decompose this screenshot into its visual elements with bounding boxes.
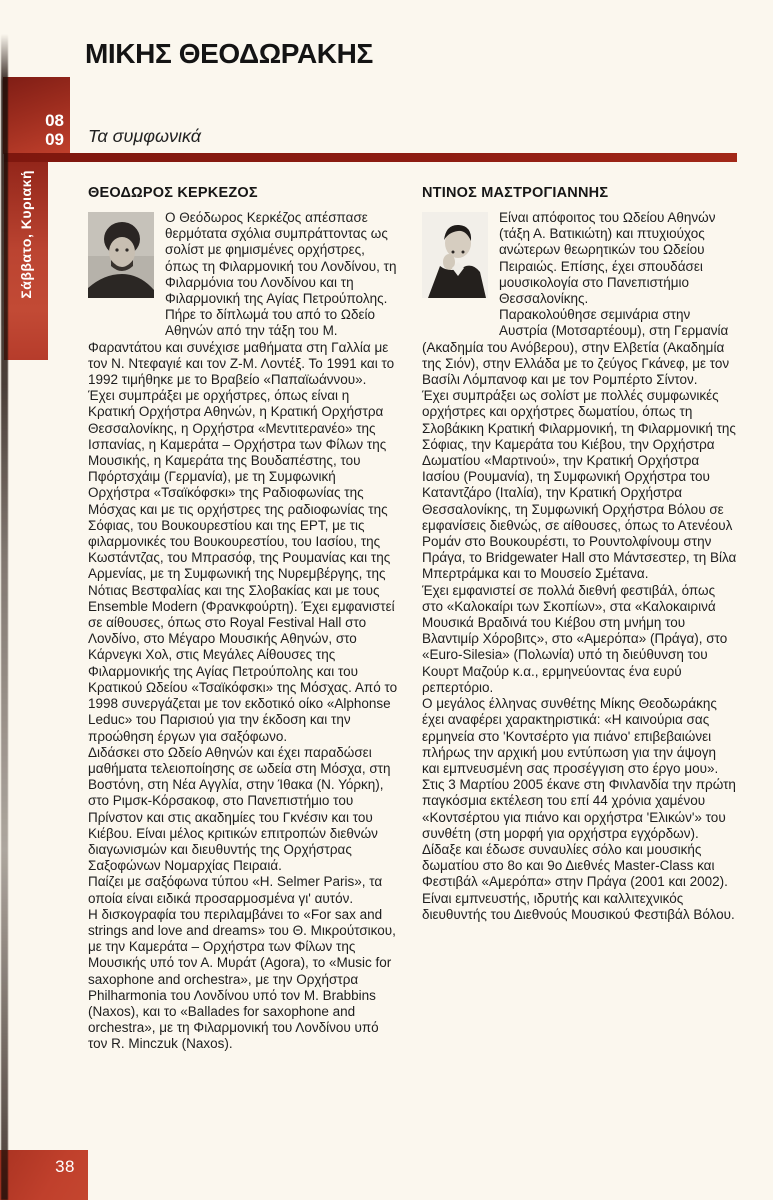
article-heading-kerkezos: ΘΕΟΔΩΡΟΣ ΚΕΡΚΕΖΟΣ	[88, 185, 258, 201]
section-subtitle: Τα συμφωνικά	[88, 126, 202, 146]
page-number: 38	[55, 1157, 75, 1176]
scan-gutter-shadow	[1, 34, 8, 1200]
edition-number-top: 08	[45, 111, 64, 130]
page-number-block	[0, 1150, 88, 1200]
paragraph: Ο Θεόδωρος Κερκέζος απέσπασε θερμότατα σχόλια συμπράττοντας ως σολίστ με φημισμένες ορχήστρες, όπως τη Φιλαρμονική του Λονδίνου, τη Φιλαρμόνια του Λονδίνου και τη Φιλαρμονική της Αγίας Πετρούπολης.	[165, 210, 397, 307]
portrait-photo-mastrogiannis	[422, 212, 488, 298]
paragraph: Είναι απόφοιτος του Ωδείου Αθηνών (τάξη Α. Βατικιώτη) και πτυχιούχος ανώτερων θεωρητικών του Ωδείου Πειραιώς. Επίσης, έχει σπουδάσει μουσικολογία στο Πανεπιστήμιο Θεσσαλονίκης.	[499, 210, 716, 307]
header-rule	[4, 153, 737, 162]
paragraph: Έχει συμπράξει ως σολίστ με πολλές συμφωνικές ορχήστρες και ορχήστρες δωματίου, όπως τη Σλοβάκικη Κρατική Φιλαρμονική, τη Φιλαρμονική της Σόφιας, την Καμεράτα του Κιέβου, την Ορχήστρα Δωματίου «Μαρτινού», την Κρατική Ορχήστρα Ιασίου (Ρουμανία), τη Συμφωνική Ορχήστρα του Καταντζάρο (Ιταλία), την Κρατική Ορχήστρα Θεσσαλονίκης, τη Συμφωνική Ορχήστρα Βόλου σε εμφανίσεις διεθνώς, σε αίθουσες, όπως το Ατενέουλ Ρομάν στο Βουκουρέστι, το Ρουντολφίνουμ στην Πράγα, το Bridgewater Hall στο Μάντσεστερ, τη Βίλα Μπερτράμκα και το Μουσείο Σμέτανα.	[422, 388, 737, 582]
paragraph: Παρακολούθησε σεμινάρια στην Αυστρία (Μοτσαρτέουμ), στη Γερμανία (Ακαδημία του Ανόβερου), στην Ελβετία (Ακαδημία της Σιόν), στην Ελλάδα με το ζεύγος Γκάνεφ, με τον Βασίλι Λόμπανοφ και με τον Ρομπέρτο Σίντον.	[422, 307, 730, 388]
paragraph: Έχει εμφανιστεί σε πολλά διεθνή φεστιβάλ, όπως στο «Καλοκαίρι των Σκοπίων», στα «Καλοκαιρινά Μουσικά Βραδινά του Κιέβου στη μνήμη του Βλαντιμίρ Χόροβιτς», στο «Αμερόπα» (Πράγα), στο «Euro-Silesia» (Πολωνία) υπό τη διεύθυνση του Κουρτ Μαζούρ κ.α., ερμηνεύοντας ένα ευρύ ρεπερτόριο.	[422, 582, 728, 695]
page-title: ΜΙΚΗΣ ΘΕΟΔΩΡΑΚΗΣ	[85, 38, 373, 69]
article-kerkezos	[88, 185, 398, 1053]
edition-number-bottom: 09	[45, 130, 64, 149]
portrait-photo-kerkezos	[88, 212, 154, 298]
paragraph: Η δισκογραφία του περιλαμβάνει το «For sax and strings and love and dreams» του Θ. Μικρούτσικου, με την Καμεράτα – Ορχήστρα των Φίλων της Μουσικής υπό τον Α. Μυράτ (Agora), το «Music for saxophone and orchestra», με την Ορχήστρα Philharmonia του Λονδίνου υπό τον M. Brabbins (Naxos), και το «Ballades for saxophone and orchestra», με τη Φιλαρμονική του Λονδίνου υπό τον R. Minczuk (Naxos).	[88, 906, 396, 1052]
weekday-sidebar	[4, 162, 48, 360]
paragraph: Ο μεγάλος έλληνας συνθέτης Μίκης Θεοδωράκης έχει αναφέρει χαρακτηριστικά: «Η καινούρια σας ερμηνεία στο 'Κοντσέρτο για πιάνο' επιβεβαιώνει πλήρως την αρχική μου εντύπωση για την άψογη και εμπνευσμένη σας προσέγγιση στο έργο μου».	[422, 696, 719, 776]
paragraph: Πήρε το δίπλωμά του από το Ωδείο Αθηνών από την τάξη του Μ. Φαραντάτου και συνέχισε μαθήματα στη Γαλλία με τον Ν. Ντεφαγιέ και τον Ζ-Μ. Λοντέξ. Το 1991 και το 1992 τιμήθηκε με το Βραβείο «Παπαϊωάννου».	[88, 307, 395, 388]
article-heading-mastrogiannis: ΝΤΙΝΟΣ ΜΑΣΤΡΟΓΙΑΝΝΗΣ	[422, 185, 609, 201]
paragraph: Παίζει με σαξόφωνα τύπου «H. Selmer Paris», τα οποία είναι ειδικά προσαρμοσμένα γι' αυτόν.	[88, 874, 383, 906]
paragraph: Έχει συμπράξει με ορχήστρες, όπως είναι η Κρατική Ορχήστρα Αθηνών, η Κρατική Ορχήστρα Θεσσαλονίκης, η Ορχήστρα «Μεντιτερανέο» της Ισπανίας, η Καμεράτα – Ορχήστρα των Φίλων της Μουσικής, η Καμεράτα της Βουδαπέστης, του Πφόρτσχάιμ (Γερμανία), με τη Συμφωνική Ορχήστρα «Τσαϊκόφσκι» της Ραδιοφωνίας της Μόσχας και με τις ορχήστρες της ραδιοφωνίας της Σόφιας, του Βουκουρεστίου και της ΕΡΤ, με τις φιλαρμονικές του Βουκουρεστίου, του Ιασίου, της Κωστάντζας, του Μπρασόφ, της Ρουμανίας και της Αρμενίας, με τη Συμφωνική της Νυρεμβέργης, της Νότιας Βεστφαλίας και της Σλοβακίας και με τους Ensemble Modern (Φρανκφούρτη). Έχει εμφανιστεί σε αίθουσες, όπως στο Royal Festival Hall στο Λονδίνο, στο Μέγαρο Μουσικής Αθηνών, στο Κάρνεγκι Χολ, στις Μεγάλες Αίθουσες της Φιλαρμονικής της Αγίας Πετρούπολης και του Κρατικού Ωδείου «Τσαϊκόφσκι» της Μόσχας. Από το 1998 συνεργάζεται με τον εκδοτικό οίκο «Alphonse Leduc» του Παρισιού για την έκδοση και την προώθηση έργων για σαξόφωνο.	[88, 388, 398, 744]
paragraph: Διδάσκει στο Ωδείο Αθηνών και έχει παραδώσει μαθήματα τελειοποίησης σε ωδεία στη Μόσχα, στη Βοστόνη, στη Νέα Αγγλία, στην Ίθακα (Ν. Υόρκη), στο Ριμσκ-Κόρσακοφ, στο Πανεπιστήμιο του Πρίνστον και στις ακαδημίες του Γκνέσιν και του Κιέβου. Είναι μέλος κριτικών επιτροπών διεθνών διαγωνισμών και διευθυντής της Ορχήστρας Σαξοφώνων Νομαρχίας Πειραιά.	[88, 744, 391, 874]
paragraph: Δίδαξε και έδωσε συναυλίες σόλο και μουσικής δωματίου στο 8ο και 9ο Διεθνές Master-Class και Φεστιβάλ «Αμερόπα» στην Πράγα (2001 και 2002). Είναι εμπνευστής, ιδρυτής και καλλιτεχνικός διευθυντής του Διεθνούς Μουσικού Φεστιβάλ Βόλου.	[422, 841, 735, 922]
edition-number-block	[3, 77, 70, 154]
paragraph: Στις 3 Μαρτίου 2005 έκανε στη Φινλανδία την πρώτη παγκόσμια εκτέλεση του επί 44 χρόνια χαμένου «Κοντσέρτου για πιάνο και ορχήστρα 'Ελικών'» του συνθέτη (στη μορφή για ορχήστρα εγχόρδων).	[422, 777, 736, 841]
weekday-label: Σάββατο, Κυριακή	[18, 170, 34, 299]
article-mastrogiannis	[422, 185, 737, 923]
